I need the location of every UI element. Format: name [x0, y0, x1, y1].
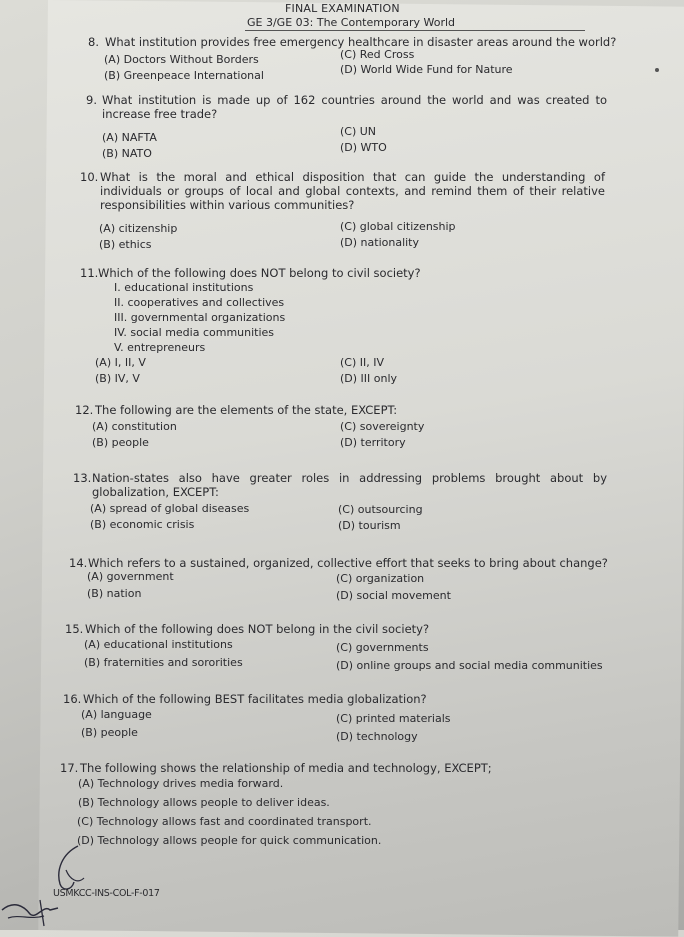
- option-a: (A) spread of global diseases: [90, 502, 250, 515]
- question-number: 12.: [75, 403, 94, 417]
- option-b: (B) IV, V: [95, 372, 140, 385]
- question-text: Which refers to a sustained, organized, collective effort that seeks to bring about change?: [88, 556, 608, 570]
- option-a: (A) educational institutions: [84, 638, 233, 651]
- option-d: (D) WTO: [340, 141, 387, 154]
- option-d: (D) territory: [340, 436, 406, 449]
- question-text: The following are the elements of the state, EXCEPT:: [95, 403, 398, 417]
- option-b: (B) fraternities and sororities: [84, 656, 243, 669]
- option-d: (D) III only: [340, 372, 398, 385]
- option-a: (A) NAFTA: [102, 131, 157, 144]
- option-b: (B) nation: [87, 587, 142, 600]
- option-b: (B) Technology allows people to deliver ideas.: [78, 796, 330, 809]
- question-text: What institution provides free emergency healthcare in disaster areas around the world?: [105, 35, 617, 49]
- option-a: (A) Technology drives media forward.: [78, 777, 284, 790]
- question-text: Which of the following does NOT belong to civil society?: [98, 266, 421, 280]
- option-c: (C) II, IV: [340, 356, 385, 369]
- question-text: What institution is made up of 162 countries around the world and was created to increase free trade?: [102, 93, 607, 121]
- option-b: (B) ethics: [99, 238, 152, 251]
- option-c: (C) outsourcing: [338, 503, 423, 516]
- option-b: (B) NATO: [102, 147, 152, 160]
- option-d: (D) nationality: [340, 236, 420, 249]
- exam-title: FINAL EXAMINATION: [285, 2, 400, 15]
- option-d: (D) online groups and social media communities: [336, 659, 603, 672]
- list-item: III. governmental organizations: [114, 311, 286, 324]
- handwritten-signature: [0, 840, 140, 930]
- option-a: (A) constitution: [92, 420, 177, 433]
- list-item: II. cooperatives and collectives: [114, 296, 285, 309]
- option-d: (D) Technology allows people for quick communication.: [77, 834, 382, 847]
- option-c: (C) UN: [340, 125, 377, 138]
- option-b: (B) Greenpeace International: [104, 69, 264, 82]
- option-a: (A) language: [81, 708, 152, 721]
- question-number: 8.: [88, 35, 99, 49]
- question-number: 17.: [60, 761, 79, 775]
- header-divider: [245, 30, 585, 31]
- question-text: The following shows the relationship of media and technology, EXCEPT;: [80, 761, 492, 775]
- paper-speck: [655, 68, 659, 72]
- option-c: (C) governments: [336, 641, 429, 654]
- course-title: GE 3/GE 03: The Contemporary World: [247, 16, 456, 29]
- question-number: 15.: [65, 622, 84, 636]
- option-c: (C) global citizenship: [340, 220, 456, 233]
- list-item: IV. social media communities: [114, 326, 275, 339]
- question-text: Which of the following does NOT belong in the civil society?: [85, 622, 430, 636]
- option-a: (A) I, II, V: [95, 356, 146, 369]
- question-number: 14.: [69, 556, 88, 570]
- option-d: (D) tourism: [338, 519, 401, 532]
- list-item: V. entrepreneurs: [114, 341, 206, 354]
- question-number: 13.: [73, 471, 92, 485]
- question-number: 9.: [86, 93, 97, 107]
- option-c: (C) organization: [336, 572, 425, 585]
- question-number: 10.: [80, 170, 99, 184]
- option-d: (D) World Wide Fund for Nature: [340, 63, 513, 76]
- option-d: (D) technology: [336, 730, 418, 743]
- question-text: Nation-states also have greater roles in addressing problems brought about by globalization, EXCEPT:: [92, 471, 607, 499]
- option-c: (C) Technology allows fast and coordinated transport.: [77, 815, 372, 828]
- option-c: (C) Red Cross: [340, 48, 415, 61]
- option-d: (D) social movement: [336, 589, 451, 602]
- option-b: (B) economic crisis: [90, 518, 195, 531]
- list-item: I. educational institutions: [114, 281, 254, 294]
- question-number: 16.: [63, 692, 82, 706]
- question-number: 11.: [80, 266, 99, 280]
- form-code: USMKCC-INS-COL-F-017: [53, 888, 160, 899]
- option-a: (A) Doctors Without Borders: [104, 53, 259, 66]
- question-text: Which of the following BEST facilitates media globalization?: [83, 692, 427, 706]
- option-b: (B) people: [92, 436, 149, 449]
- option-b: (B) people: [81, 726, 138, 739]
- question-text: What is the moral and ethical disposition that can guide the understanding of individuals or groups of local and global contexts, and remind them of their relative responsibilities within various communities?: [100, 170, 605, 212]
- option-c: (C) printed materials: [336, 712, 451, 725]
- option-a: (A) government: [87, 570, 174, 583]
- option-c: (C) sovereignty: [340, 420, 425, 433]
- option-a: (A) citizenship: [99, 222, 178, 235]
